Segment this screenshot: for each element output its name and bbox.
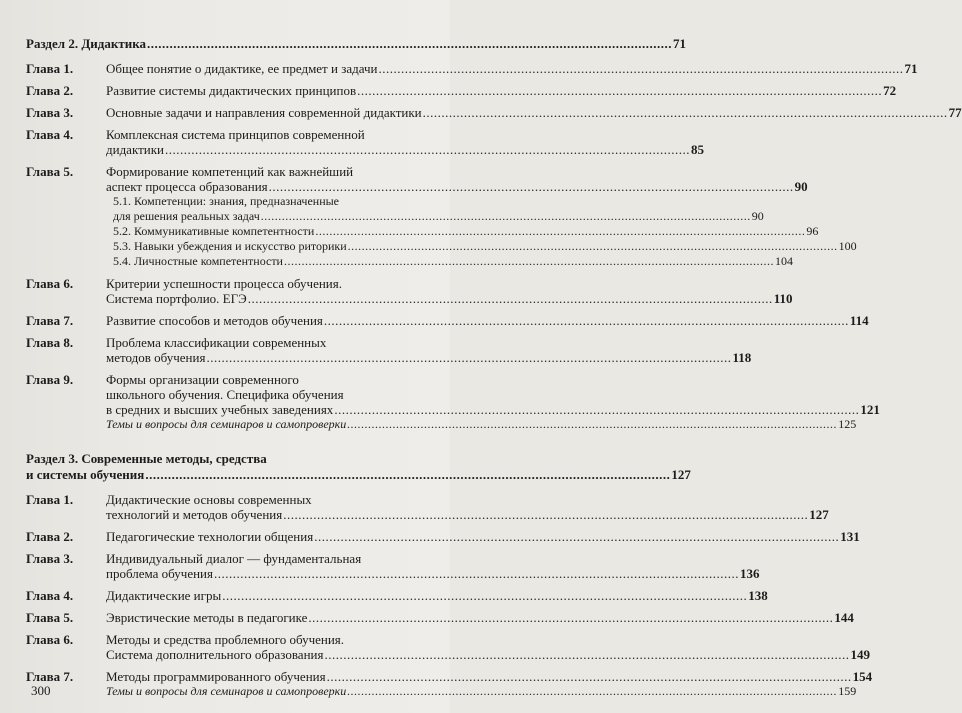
toc-line — [106, 551, 426, 566]
toc-line — [106, 402, 880, 417]
chapter-label: Глава 1. — [26, 61, 74, 76]
section-heading — [26, 451, 691, 483]
toc-line — [106, 83, 897, 98]
entry-text: Критерии успешности процесса обучения. — [106, 276, 342, 291]
entry-page: 121 — [860, 402, 880, 417]
entry-text: аспект процесса образования — [106, 179, 268, 194]
dot-leader — [423, 105, 948, 120]
toc-line — [106, 179, 808, 194]
entry-text: Общее понятие о дидактике, ее предмет и задачи — [106, 61, 378, 76]
entry-text: Дидактические игры — [106, 588, 222, 603]
entry-text: Развитие способов и методов обучения — [106, 313, 323, 328]
chapter-entry — [26, 551, 760, 581]
chapter-body — [106, 164, 857, 269]
chapter-body — [106, 61, 918, 76]
entry-page: 90 — [794, 179, 808, 194]
entry-text: 5.3. Навыки убеждения и искусство риторики — [113, 239, 347, 253]
chapter-body — [106, 276, 793, 306]
entry-text: проблема обучения — [106, 566, 213, 581]
page-number: 300 — [31, 683, 51, 698]
entry-text: в средних и высших учебных заведениях — [106, 402, 334, 417]
entry-page: 136 — [739, 566, 760, 581]
chapter-entry — [26, 313, 869, 328]
dot-leader — [261, 209, 751, 224]
entry-text: Эвристические методы в педагогике — [106, 610, 308, 625]
dot-leader — [315, 224, 805, 239]
entry-page: 77 — [948, 105, 962, 120]
toc-line — [26, 451, 426, 467]
toc-line — [106, 529, 860, 544]
entry-text: Основные задачи и направления современной дидактики — [106, 105, 422, 120]
entry-text: 5.2. Коммуникативные компетентности — [113, 224, 315, 238]
entry-text: Методы программированного обучения — [106, 669, 326, 684]
dot-leader — [378, 61, 903, 76]
chapter-body — [106, 372, 880, 432]
entry-page: 127 — [671, 467, 691, 482]
chapter-entry — [26, 61, 918, 76]
entry-text: технологий и методов обучения — [106, 507, 283, 522]
chapter-body — [106, 610, 854, 625]
dot-leader — [308, 610, 833, 625]
toc-line — [106, 127, 426, 142]
entry-page: 125 — [838, 417, 857, 431]
entry-page: 127 — [809, 507, 829, 522]
chapter-label: Глава 2. — [26, 529, 74, 544]
entry-page: 71 — [904, 61, 918, 76]
chapter-label: Глава 6. — [26, 632, 74, 647]
entry-text: Формы организации современного — [106, 372, 299, 387]
chapter-body — [106, 529, 860, 544]
entry-text: Формирование компетенций как важнейший — [106, 164, 354, 179]
chapter-entry — [26, 276, 793, 306]
toc-line — [106, 313, 869, 328]
entry-page: 85 — [691, 142, 705, 157]
dot-leader — [314, 529, 839, 544]
entry-page: 72 — [883, 83, 897, 98]
toc-line — [106, 105, 962, 120]
dot-leader — [348, 239, 838, 254]
dot-leader — [145, 467, 670, 483]
entry-page: 100 — [838, 239, 857, 253]
entry-page: 149 — [850, 647, 870, 662]
chapter-body — [106, 551, 760, 581]
entry-text: Раздел 3. Современные методы, средства — [26, 451, 267, 466]
toc-line — [106, 372, 426, 387]
chapter-body — [106, 588, 768, 603]
chapter-label: Глава 2. — [26, 83, 74, 98]
entry-text: Развитие системы дидактических принципов — [106, 83, 357, 98]
toc-line — [106, 335, 426, 350]
toc-line — [106, 588, 768, 603]
chapter-body — [106, 313, 869, 328]
toc-line — [26, 467, 691, 483]
toc-line — [113, 254, 793, 269]
dot-leader — [248, 291, 773, 306]
entry-page: 90 — [751, 209, 764, 223]
section-heading — [26, 36, 686, 52]
entry-page: 154 — [852, 669, 873, 684]
chapter-entry — [26, 610, 854, 625]
entry-text: Раздел 2. Дидактика — [26, 36, 146, 51]
toc-line — [106, 507, 829, 522]
chapter-entry — [26, 669, 873, 699]
chapter-entry — [26, 632, 870, 662]
entry-text: Дидактические основы современных — [106, 492, 312, 507]
entry-page: 144 — [834, 610, 854, 625]
dot-leader — [147, 36, 672, 52]
dot-leader — [222, 588, 747, 603]
entry-page: 110 — [773, 291, 793, 306]
chapter-body — [106, 492, 829, 522]
chapter-entry — [26, 335, 752, 365]
toc-line — [106, 417, 857, 432]
table-of-contents — [26, 36, 962, 706]
toc-line — [113, 224, 819, 239]
toc-line — [106, 142, 705, 157]
toc-line — [106, 350, 752, 365]
entry-text: Темы и вопросы для семинаров и самопроверки — [106, 684, 347, 698]
chapter-label: Глава 6. — [26, 276, 74, 291]
chapter-label: Глава 7. — [26, 313, 74, 328]
chapter-entry — [26, 372, 880, 432]
chapter-label: Глава 1. — [26, 492, 74, 507]
dot-leader — [324, 313, 849, 328]
dot-leader — [324, 647, 849, 662]
chapter-entry — [26, 529, 860, 544]
chapter-label: Глава 4. — [26, 127, 74, 142]
toc-line — [106, 632, 426, 647]
dot-leader — [206, 350, 731, 365]
chapter-body — [106, 632, 870, 662]
toc-line — [113, 209, 764, 224]
dot-leader — [347, 684, 837, 699]
chapter-label: Глава 3. — [26, 105, 74, 120]
chapter-entry — [26, 127, 705, 157]
entry-text: для решения реальных задач — [113, 209, 260, 223]
entry-text: Методы и средства проблемного обучения. — [106, 632, 345, 647]
toc-line — [106, 164, 426, 179]
chapter-body — [106, 669, 873, 699]
entry-text: школьного обучения. Специфика обучения — [106, 387, 344, 402]
entry-text: 5.4. Личностные компетентности — [113, 254, 283, 268]
chapter-entry — [26, 105, 962, 120]
chapter-label: Глава 7. — [26, 669, 74, 684]
toc-line — [106, 276, 426, 291]
dot-leader — [269, 179, 794, 194]
toc-line — [106, 291, 793, 306]
entry-text: Индивидуальный диалог — фундаментальная — [106, 551, 362, 566]
chapter-entry — [26, 83, 897, 98]
entry-page: 118 — [732, 350, 752, 365]
chapter-label: Глава 4. — [26, 588, 74, 603]
section-gap — [26, 439, 426, 451]
dot-leader — [334, 402, 859, 417]
toc-line — [106, 492, 426, 507]
toc-line — [106, 669, 873, 684]
toc-line — [113, 239, 857, 254]
entry-text: и системы обучения — [26, 467, 145, 482]
entry-text: 5.1. Компетенции: знания, предназначенные — [113, 194, 340, 208]
chapter-body — [106, 335, 752, 365]
chapter-label: Глава 5. — [26, 164, 74, 179]
dot-leader — [347, 417, 837, 432]
entry-page: 131 — [840, 529, 860, 544]
chapter-label: Глава 3. — [26, 551, 74, 566]
toc-line — [106, 684, 857, 699]
toc-line — [113, 194, 426, 209]
entry-page: 104 — [774, 254, 793, 268]
chapter-body — [106, 105, 962, 120]
entry-page: 96 — [806, 224, 819, 238]
dot-leader — [357, 83, 882, 98]
chapter-label: Глава 9. — [26, 372, 74, 387]
entry-text: Система дополнительного образования — [106, 647, 324, 662]
entry-text: Педагогические технологии общения — [106, 529, 314, 544]
entry-text: Комплексная система принципов современной — [106, 127, 365, 142]
dot-leader — [283, 507, 808, 522]
chapter-body — [106, 83, 897, 98]
toc-line — [106, 61, 918, 76]
dot-leader — [284, 254, 774, 269]
entry-text: Проблема классификации современных — [106, 335, 327, 350]
entry-page: 71 — [673, 36, 686, 51]
chapter-entry — [26, 588, 768, 603]
chapter-label: Глава 8. — [26, 335, 74, 350]
entry-text: дидактики — [106, 142, 165, 157]
toc-line — [106, 387, 426, 402]
entry-text: Система портфолио. ЕГЭ — [106, 291, 247, 306]
dot-leader — [214, 566, 739, 581]
chapter-label: Глава 5. — [26, 610, 74, 625]
entry-text: методов обучения — [106, 350, 206, 365]
entry-page: 114 — [849, 313, 869, 328]
chapter-entry — [26, 492, 829, 522]
entry-text: Темы и вопросы для семинаров и самопроверки — [106, 417, 347, 431]
toc-line — [26, 36, 686, 52]
chapter-body — [106, 127, 705, 157]
toc-line — [106, 647, 870, 662]
chapter-entry — [26, 164, 857, 269]
dot-leader — [165, 142, 690, 157]
entry-page: 159 — [838, 684, 857, 698]
toc-line — [106, 610, 854, 625]
toc-line — [106, 566, 760, 581]
entry-page: 138 — [748, 588, 768, 603]
dot-leader — [327, 669, 852, 684]
